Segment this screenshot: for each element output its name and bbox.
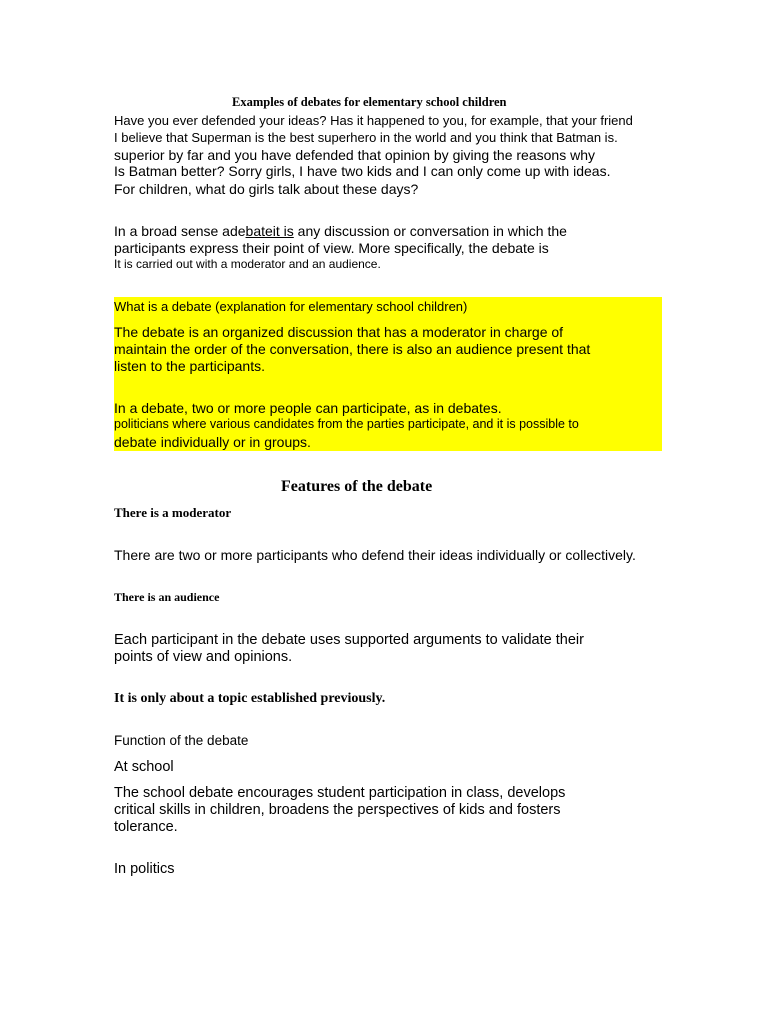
- function-school-line-1: The school debate encourages student participation in class, develops: [114, 785, 566, 801]
- highlight-heading: What is a debate (explanation for elementary school children): [114, 299, 468, 314]
- feature-participants: There are two or more participants who defend their ideas individually or collectively.: [114, 547, 636, 563]
- highlight-p1-line-1: The debate is an organized discussion that has a moderator in charge of: [114, 324, 564, 340]
- feature-moderator: There is a moderator: [114, 505, 232, 520]
- highlight-p2-line-3: debate individually or in groups.: [114, 434, 311, 450]
- feature-arguments-line-2: points of view and opinions.: [114, 649, 293, 665]
- function-politics-heading: In politics: [114, 861, 175, 877]
- function-school-heading: At school: [114, 759, 174, 775]
- highlight-p2-line-1: In a debate, two or more people can participate, as in debates.: [114, 400, 502, 416]
- intro-line-4: Is Batman better? Sorry girls, I have two kids and I can only come up with ideas.: [114, 163, 611, 179]
- broad-sense-line-1: [114, 223, 567, 239]
- function-heading: Function of the debate: [114, 733, 249, 748]
- intro-line-1: Have you ever defended your ideas? Has it happened to you, for example, that your friend: [114, 113, 633, 128]
- feature-topic: It is only about a topic established previously.: [114, 691, 386, 706]
- intro-line-5: For children, what do girls talk about these days?: [114, 181, 419, 197]
- document-title: Examples of debates for elementary school children: [232, 95, 507, 109]
- function-school-line-3: tolerance.: [114, 819, 178, 835]
- broad-sense-pre: In a broad sense ade: [114, 223, 246, 239]
- broad-sense-underlined: bateit is: [245, 223, 294, 239]
- feature-arguments-line-1: Each participant in the debate uses supported arguments to validate their: [114, 632, 584, 648]
- broad-sense-line-3: It is carried out with a moderator and an audience.: [114, 257, 381, 271]
- intro-line-3: superior by far and you have defended that opinion by giving the reasons why: [114, 147, 595, 163]
- broad-sense-post: any discussion or conversation in which the: [293, 223, 567, 239]
- intro-line-2: I believe that Superman is the best superhero in the world and you think that Batman is.: [114, 130, 618, 145]
- feature-audience: There is an audience: [114, 590, 220, 604]
- highlight-p2-line-2: politicians where various candidates from the parties participate, and it is possible to: [114, 417, 579, 431]
- highlight-p1-line-2: maintain the order of the conversation, there is also an audience present that: [114, 341, 591, 357]
- features-heading: Features of the debate: [281, 478, 433, 495]
- broad-sense-line-2: participants express their point of view. More specifically, the debate is: [114, 240, 549, 256]
- function-school-line-2: critical skills in children, broadens the perspectives of kids and fosters: [114, 802, 561, 818]
- highlight-p1-line-3: listen to the participants.: [114, 358, 265, 374]
